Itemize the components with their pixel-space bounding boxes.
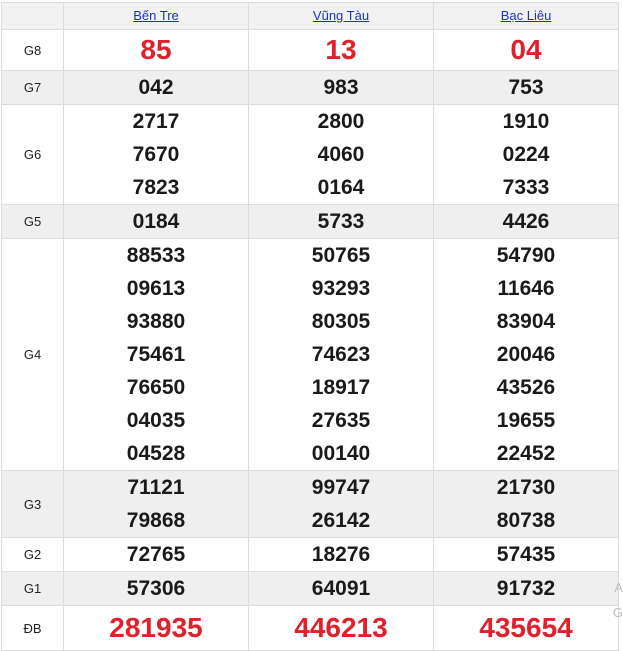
prize-number: 09613 — [126, 277, 186, 300]
prize-number: 0164 — [317, 176, 365, 199]
prize-number: 79868 — [126, 509, 186, 532]
prize-number: 042 — [138, 76, 174, 99]
province-link[interactable]: Vũng Tàu — [312, 8, 370, 23]
prize-row — [2, 572, 619, 606]
prize-number: 22452 — [496, 442, 556, 465]
side-text: G — [612, 605, 623, 620]
lottery-results-table — [1, 2, 619, 651]
prize-number: 753 — [508, 76, 544, 99]
prize-number: 26142 — [311, 509, 371, 532]
prize-number: 18276 — [311, 543, 371, 566]
prize-cell — [64, 606, 249, 651]
prize-cell — [64, 572, 249, 606]
prize-label: G1 — [2, 572, 64, 606]
prize-cell — [64, 471, 249, 538]
prize-cell — [249, 30, 434, 71]
prize-number: 21730 — [496, 476, 556, 499]
side-text: A — [614, 580, 623, 595]
prize-number: 64091 — [311, 577, 371, 600]
prize-cell — [434, 572, 619, 606]
prize-number: 00140 — [311, 442, 371, 465]
prize-row — [2, 205, 619, 239]
prize-cell — [64, 205, 249, 239]
prize-cell — [64, 239, 249, 471]
prize-number: 76650 — [126, 376, 186, 399]
prize-number: 54790 — [496, 244, 556, 267]
header-corner — [2, 3, 64, 30]
prize-number: 72765 — [126, 543, 186, 566]
prize-label: G6 — [2, 105, 64, 205]
prize-number: 0224 — [502, 143, 550, 166]
prize-cell — [249, 572, 434, 606]
prize-number: 11646 — [497, 277, 555, 300]
prize-cell — [434, 239, 619, 471]
prize-number: 71121 — [127, 476, 185, 499]
prize-number: 27635 — [311, 409, 371, 432]
prize-number: 0184 — [132, 210, 180, 233]
prize-number: 85 — [140, 34, 172, 65]
prize-number: 281935 — [109, 612, 203, 643]
prize-number: 13 — [325, 34, 357, 65]
prize-label: G7 — [2, 71, 64, 105]
header-province-1 — [64, 3, 249, 30]
province-link[interactable]: Bến Tre — [133, 8, 179, 23]
prize-number: 04 — [510, 34, 542, 65]
prize-number: 7823 — [132, 176, 180, 199]
prize-number: 04528 — [126, 442, 186, 465]
prize-label: G8 — [2, 30, 64, 71]
prize-cell — [434, 71, 619, 105]
prize-number: 43526 — [496, 376, 556, 399]
prize-cell — [249, 105, 434, 205]
prize-number: 1910 — [502, 110, 550, 133]
prize-number: 75461 — [126, 343, 186, 366]
prize-number: 50765 — [311, 244, 371, 267]
prize-row — [2, 538, 619, 572]
prize-number: 57306 — [126, 577, 186, 600]
prize-number: 18917 — [311, 376, 371, 399]
prize-number: 4060 — [317, 143, 365, 166]
prize-cell — [249, 71, 434, 105]
prize-number: 83904 — [496, 310, 556, 333]
header-province-3 — [434, 3, 619, 30]
prize-number: 93880 — [126, 310, 186, 333]
prize-number: 4426 — [502, 210, 550, 233]
prize-label: ĐB — [2, 606, 64, 651]
prize-cell — [249, 239, 434, 471]
prize-cell — [64, 105, 249, 205]
prize-number: 7670 — [132, 143, 180, 166]
prize-cell — [64, 71, 249, 105]
prize-number: 7333 — [502, 176, 550, 199]
prize-number: 19655 — [496, 409, 556, 432]
prize-row — [2, 471, 619, 538]
prize-cell — [64, 538, 249, 572]
prize-cell — [434, 205, 619, 239]
prize-cell — [249, 606, 434, 651]
prize-number: 446213 — [294, 612, 388, 643]
prize-number: 88533 — [126, 244, 186, 267]
prize-row — [2, 105, 619, 205]
prize-cell — [434, 105, 619, 205]
prize-row — [2, 239, 619, 471]
prize-number: 5733 — [317, 210, 365, 233]
prize-label: G2 — [2, 538, 64, 572]
prize-number: 91732 — [496, 577, 556, 600]
prize-label: G5 — [2, 205, 64, 239]
prize-cell — [64, 30, 249, 71]
prize-number: 80305 — [311, 310, 371, 333]
prize-cell — [249, 538, 434, 572]
prize-number: 2800 — [317, 110, 365, 133]
prize-number: 99747 — [311, 476, 371, 499]
header-row — [2, 3, 619, 30]
prize-cell — [249, 471, 434, 538]
province-link[interactable]: Bạc Liêu — [500, 8, 552, 23]
header-province-2 — [249, 3, 434, 30]
prize-number: 74623 — [311, 343, 371, 366]
prize-cell — [434, 606, 619, 651]
prize-number: 435654 — [479, 612, 573, 643]
prize-number: 80738 — [496, 509, 556, 532]
prize-cell — [434, 471, 619, 538]
prize-label: G3 — [2, 471, 64, 538]
prize-number: 2717 — [132, 110, 180, 133]
prize-cell — [249, 205, 434, 239]
prize-cell — [434, 30, 619, 71]
prize-row — [2, 71, 619, 105]
prize-number: 983 — [323, 76, 359, 99]
prize-number: 93293 — [311, 277, 371, 300]
prize-cell — [434, 538, 619, 572]
prize-row — [2, 606, 619, 651]
prize-number: 04035 — [126, 409, 186, 432]
prize-number: 20046 — [496, 343, 556, 366]
prize-row — [2, 30, 619, 71]
prize-label: G4 — [2, 239, 64, 471]
prize-number: 57435 — [496, 543, 556, 566]
